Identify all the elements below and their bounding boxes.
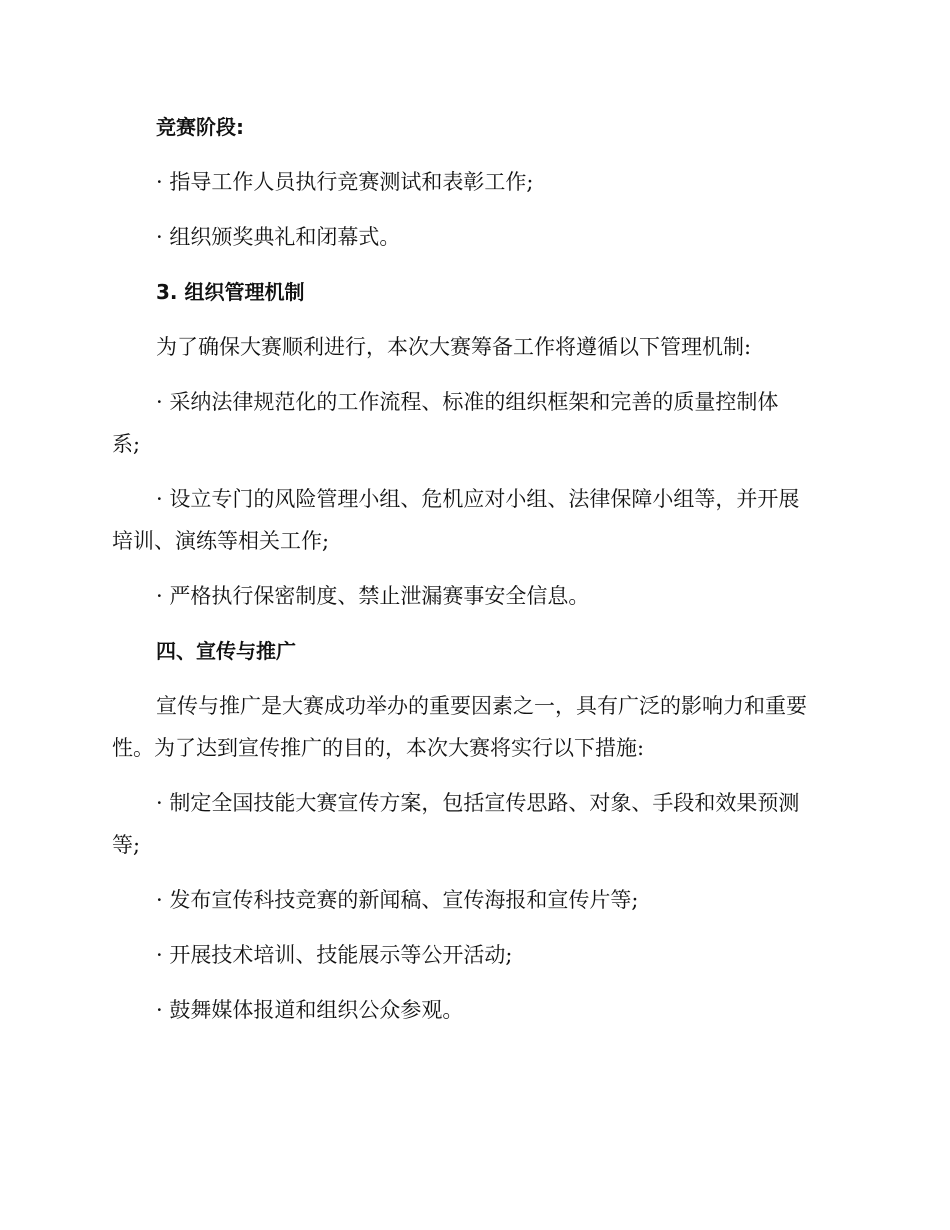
- paragraph-text-continuation: 性。为了达到宣传推广的目的，本次大赛将实行以下措施:: [112, 736, 645, 760]
- list-item: · 严格执行保密制度、禁止泄漏赛事安全信息。: [156, 584, 590, 608]
- section-heading-promotion: 四、宣传与推广: [156, 639, 296, 663]
- list-item: · 设立专门的风险管理小组、危机应对小组、法律保障小组等，并开展: [156, 487, 800, 511]
- list-item: · 发布宣传科技竞赛的新闻稿、宣传海报和宣传片等;: [156, 888, 639, 912]
- section-heading-management-mechanism: 3. 组织管理机制: [156, 280, 305, 304]
- paragraph-text: 为了确保大赛顺利进行，本次大赛筹备工作将遵循以下管理机制:: [156, 335, 752, 359]
- paragraph-text: 宣传与推广是大赛成功举办的重要因素之一，具有广泛的影响力和重要: [156, 694, 807, 718]
- list-item: · 鼓舞媒体报道和组织公众参观。: [156, 998, 464, 1022]
- list-item: · 制定全国技能大赛宣传方案，包括宣传思路、对象、手段和效果预测: [156, 791, 800, 815]
- section-heading-competition-stage: 竞赛阶段:: [156, 115, 244, 139]
- list-item: · 指导工作人员执行竞赛测试和表彰工作;: [156, 170, 534, 194]
- list-item: · 采纳法律规范化的工作流程、标准的组织框架和完善的质量控制体: [156, 390, 779, 414]
- list-item-continuation: 等;: [112, 833, 141, 857]
- list-item: · 组织颁奖典礼和闭幕式。: [156, 225, 401, 249]
- list-item-continuation: 培训、演练等相关工作;: [112, 529, 330, 553]
- list-item-continuation: 系;: [112, 432, 141, 456]
- list-item: · 开展技术培训、技能展示等公开活动;: [156, 943, 513, 967]
